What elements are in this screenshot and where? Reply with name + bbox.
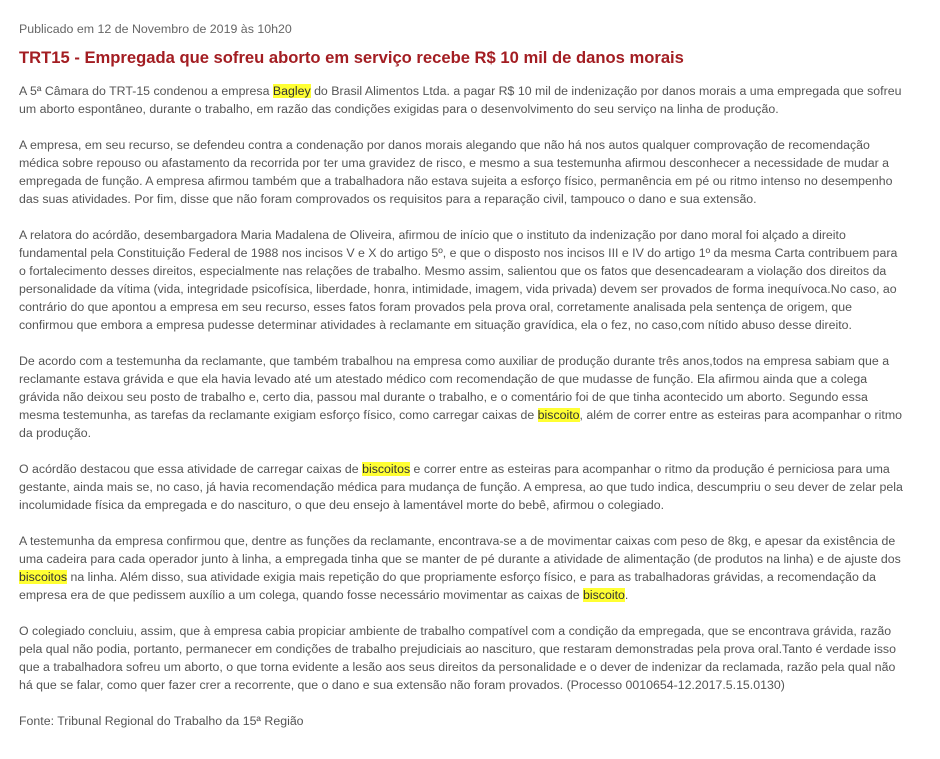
paragraph-text: A testemunha da empresa confirmou que, dentre as funções da reclamante, encontrava-se a de movimentar caixas com peso de 8kg, e apesar da existência de uma cadeira para cada operador junto à linha, a empregada tinha que se manter de pé durante a atividade de alimentação (de produtos na linha) e de ajuste dos [19,534,901,566]
highlighted-term: Bagley [272,84,311,98]
article-paragraph [19,352,904,442]
paragraph-text: do Brasil Alimentos Ltda. a pagar R$ 10 mil de indenização por danos morais a uma empregada que sofreu um aborto espontâneo, durante o trabalho, em razão das condições exigidas para o desenvolvimento do seu serviço na linha de produção. [19,84,902,116]
paragraph-text: A 5ª Câmara do TRT-15 condenou a empresa [19,84,273,98]
article-body [19,82,904,694]
article-paragraph [19,136,904,208]
paragraph-text: O colegiado concluiu, assim, que à empresa cabia propiciar ambiente de trabalho compatível com a condição da empregada, que se encontrava grávida, razão pela qual não podia, portanto, permanecer em condições de trabalho prejudiciais ao nascituro, que restaram demonstradas pela prova oral.Tanto é verdade isso que a trabalhadora sofreu um aborto, o que torna evidente a lesão aos seus direitos da personalidade e o dever de indenizar da reclamada, razão pela qual não há que se falar, como quer fazer crer a recorrente, que o dano e sua extensão não foram provados. (Processo 0010654-12.2017.5.15.0130) [19,624,896,692]
article-paragraph [19,622,904,694]
paragraph-text: A relatora do acórdão, desembargadora Maria Madalena de Oliveira, afirmou de início que o instituto da indenização por dano moral foi alçado a direito fundamental pela Constituição Federal de 1988 nos incisos V e X do artigo 5º, e que o disposto nos incisos III e IV do artigo 1º da mesma Carta contribuem para o fortalecimento desses direitos, especialmente nas relações de trabalho. Mesmo assim, salientou que os fatos que desencadearam a violação dos direitos da personalidade da vítima (vida, integridade psicofísica, liberdade, honra, intimidade, imagem, vida privada) devem ser provados de forma inequívoca.No caso, ao contrário do que apontou a empresa em seu recurso, esses fatos foram provados pela prova oral, corretamente analisada pela sentença de origem, que confirmou que embora a empresa pudesse determinar atividades à reclamante em situação gravídica, ela o fez, no caso,com nítido abuso desse direito. [19,228,898,332]
paragraph-text: . [624,588,629,602]
article-paragraph [19,460,904,514]
highlighted-term: biscoito [537,408,580,422]
article-paragraph [19,226,904,334]
article-title: TRT15 - Empregada que sofreu aborto em serviço recebe R$ 10 mil de danos morais [19,48,684,67]
article-paragraph [19,82,904,118]
paragraph-text: O acórdão destacou que essa atividade de carregar caixas de [19,462,363,476]
paragraph-text: A empresa, em seu recurso, se defendeu contra a condenação por danos morais alegando que não há nos autos qualquer comprovação de recomendação médica sobre repouso ou afastamento da recorrida por ter uma gravidez de risco, e mesmo a sua testemunha afirmou desconhecer a necessidade de mudar a empregada de função. A empresa afirmou também que a trabalhadora não estava sujeita a esforço físico, permanência em pé ou ritmo intenso no desempenho das suas atividades. Por fim, disse que não foram comprovados os requisitos para a reparação civil, tampouco o dano e sua extensão. [19,138,893,206]
highlighted-term: biscoitos [362,462,411,476]
paragraph-text: na linha. Além disso, sua atividade exigia mais repetição do que propriamente esforço físico, e para as trabalhadoras grávidas, a recomendação da empresa era de que pedissem auxílio a um colega, quando fosse necessário movimentar as caixas de [19,570,877,602]
paragraph-text: , além de correr entre as esteiras para acompanhar o ritmo da produção. [19,408,902,440]
highlighted-term: biscoitos [19,570,68,584]
paragraph-text: De acordo com a testemunha da reclamante, que também trabalhou na empresa como auxiliar de produção durante três anos,todos na empresa sabiam que a reclamante estava grávida e que ela havia levado até um atestado médico com recomendação de que mudasse de função. Ela afirmou ainda que a colega grávida não deixou seu posto de trabalho e, certo dia, passou mal durante o trabalho, e o comentário foi de que tinha acontecido um aborto. Segundo essa mesma testemunha, as tarefas da reclamante exigiam esforço físico, como carregar caixas de [19,354,890,422]
highlighted-term: biscoito [583,588,625,602]
article-paragraph [19,532,904,604]
publish-date: Publicado em 12 de Novembro de 2019 às 10h20 [19,22,292,36]
article-source: Fonte: Tribunal Regional do Trabalho da 15ª Região [19,714,304,728]
paragraph-text: e correr entre as esteiras para acompanhar o ritmo da produção é perniciosa para uma gestante, ainda mais se, no caso, já havia recomendação médica para mudança de função. A empresa, ao que tudo indica, descumpriu o seu dever de zelar pela incolumidade física da empregada e do nascituro, o que deu ensejo à lamentável morte do bebê, afirmou o colegiado. [19,462,903,512]
